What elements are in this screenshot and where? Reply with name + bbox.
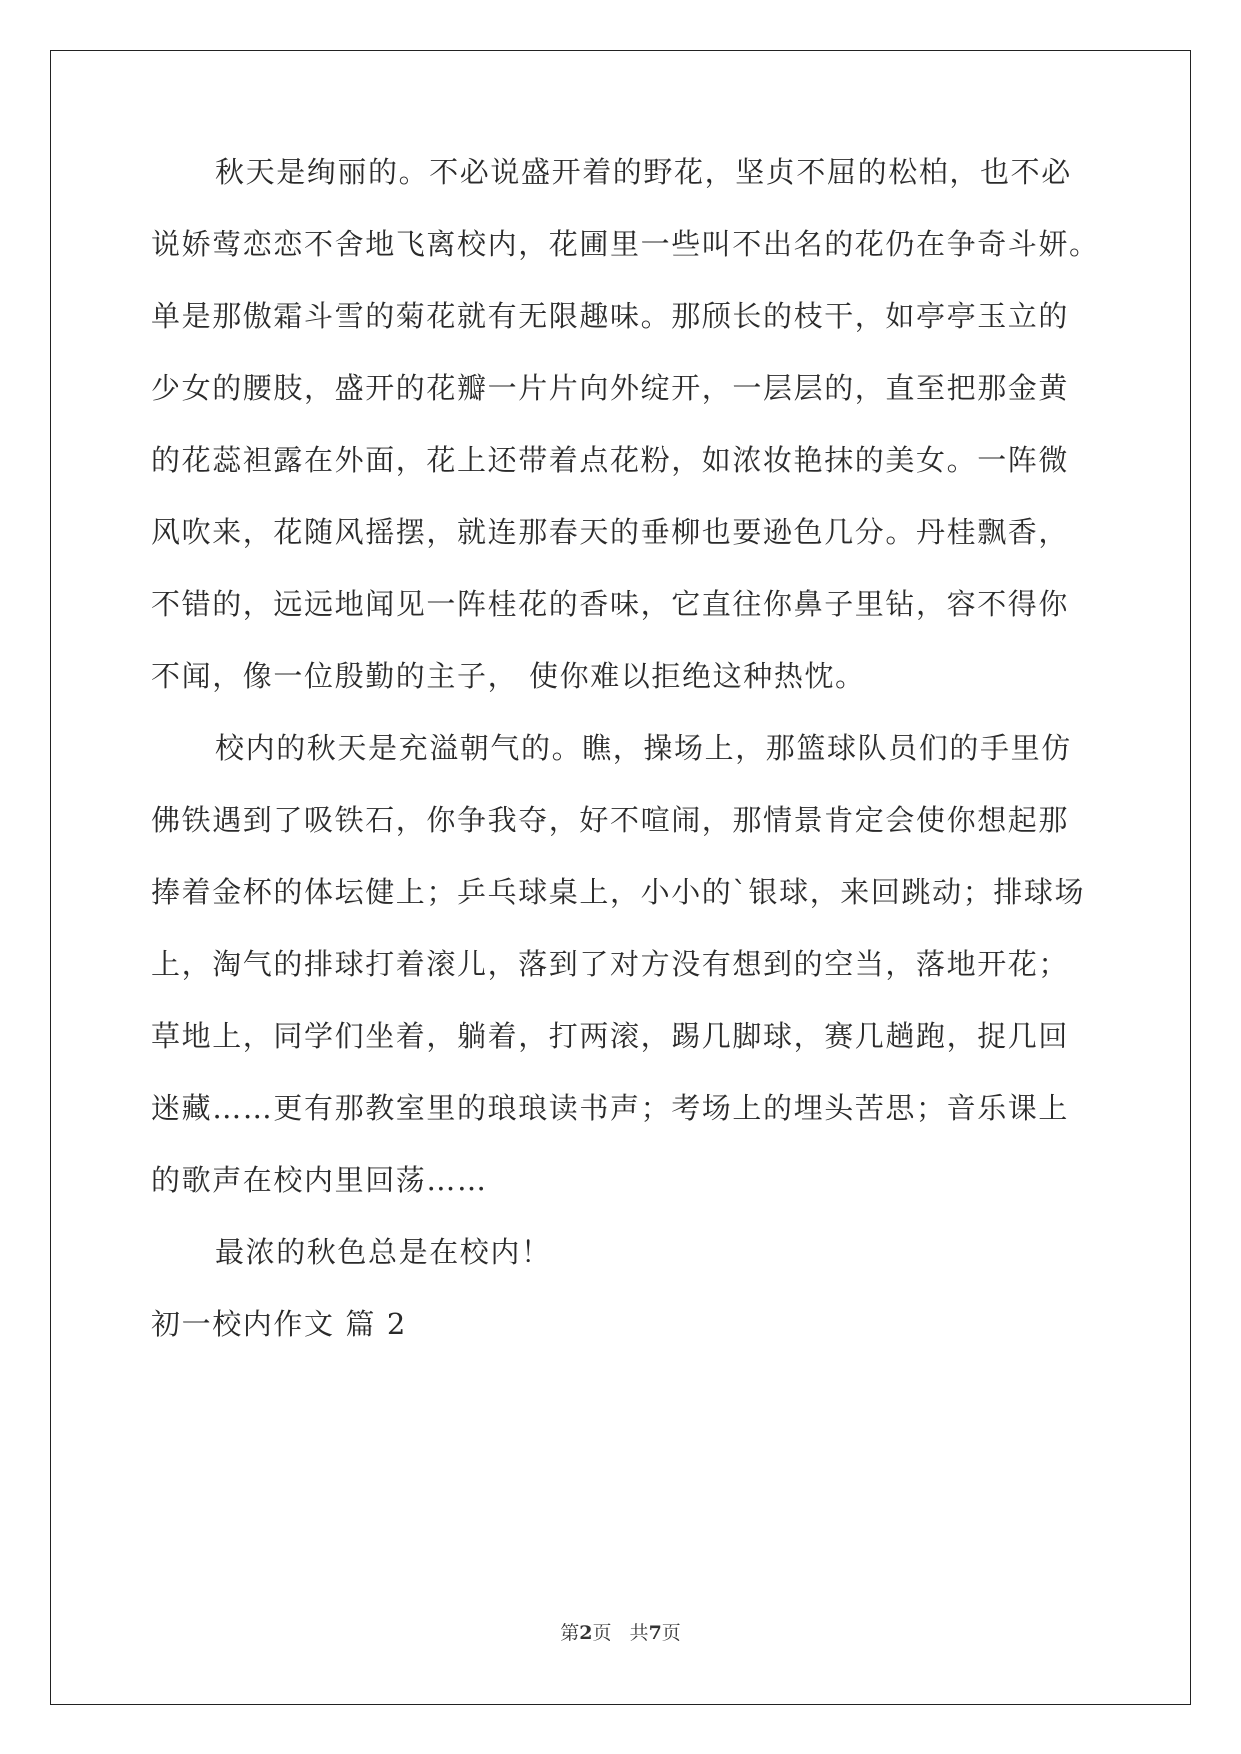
paragraph-2-line-4: 上，淘气的排球打着滚儿，落到了对方没有想到的空当，落地开花；	[151, 947, 1070, 981]
paragraph-1-line-1: 秋天是绚丽的。不必说盛开着的野花，坚贞不屈的松柏，也不必	[215, 155, 1072, 189]
paragraph-1-line-4: 少女的腰肢，盛开的花瓣一片片向外绽开，一层层的，直至把那金黄	[151, 371, 1070, 405]
paragraph-1-line-8: 不闻，像一位殷勤的主子， 使你难以拒绝这种热忱。	[151, 659, 866, 693]
paragraph-2-line-3: 捧着金杯的体坛健上；乒乓球桌上，小小的`银球，来回跳动；排球场	[151, 875, 1086, 909]
paragraph-3-line-1: 最浓的秋色总是在校内！	[215, 1235, 552, 1269]
page-footer	[0, 1618, 1241, 1645]
footer-page-total: 7	[648, 1622, 662, 1644]
paragraph-1-line-2: 说娇莺恋恋不舍地飞离校内，花圃里一些叫不出名的花仍在争奇斗妍。	[151, 227, 1100, 261]
paragraph-1-line-5: 的花蕊袒露在外面，花上还带着点花粉，如浓妆艳抹的美女。一阵微	[151, 443, 1070, 477]
paragraph-1-line-7: 不错的，远远地闻见一阵桂花的香味，它直往你鼻子里钻，容不得你	[151, 587, 1070, 621]
section-heading: 初一校内作文 篇 2	[151, 1307, 407, 1341]
paragraph-2-line-2: 佛铁遇到了吸铁石，你争我夺，好不喧闹，那情景肯定会使你想起那	[151, 803, 1070, 837]
paragraph-1-line-6: 风吹来，花随风摇摆，就连那春天的垂柳也要逊色几分。丹桂飘香，	[151, 515, 1070, 549]
paragraph-2-line-6: 迷藏……更有那教室里的琅琅读书声；考场上的埋头苦思；音乐课上	[151, 1091, 1070, 1125]
footer-page-suffix: 页	[661, 1622, 681, 1644]
paragraph-2-line-5: 草地上，同学们坐着，躺着，打两滚，踢几脚球，赛几趟跑，捉几回	[151, 1019, 1070, 1053]
paragraph-2-line-7: 的歌声在校内里回荡……	[151, 1163, 488, 1197]
paragraph-2-line-1: 校内的秋天是充溢朝气的。瞧，操场上，那篮球队员们的手里仿	[215, 731, 1072, 765]
paragraph-1-line-3: 单是那傲霜斗雪的菊花就有无限趣味。那颀长的枝干，如亭亭玉立的	[151, 299, 1070, 333]
footer-page-current: 2	[579, 1622, 593, 1644]
footer-page-prefix: 第	[560, 1622, 580, 1644]
footer-page-mid: 页 共	[592, 1622, 649, 1644]
